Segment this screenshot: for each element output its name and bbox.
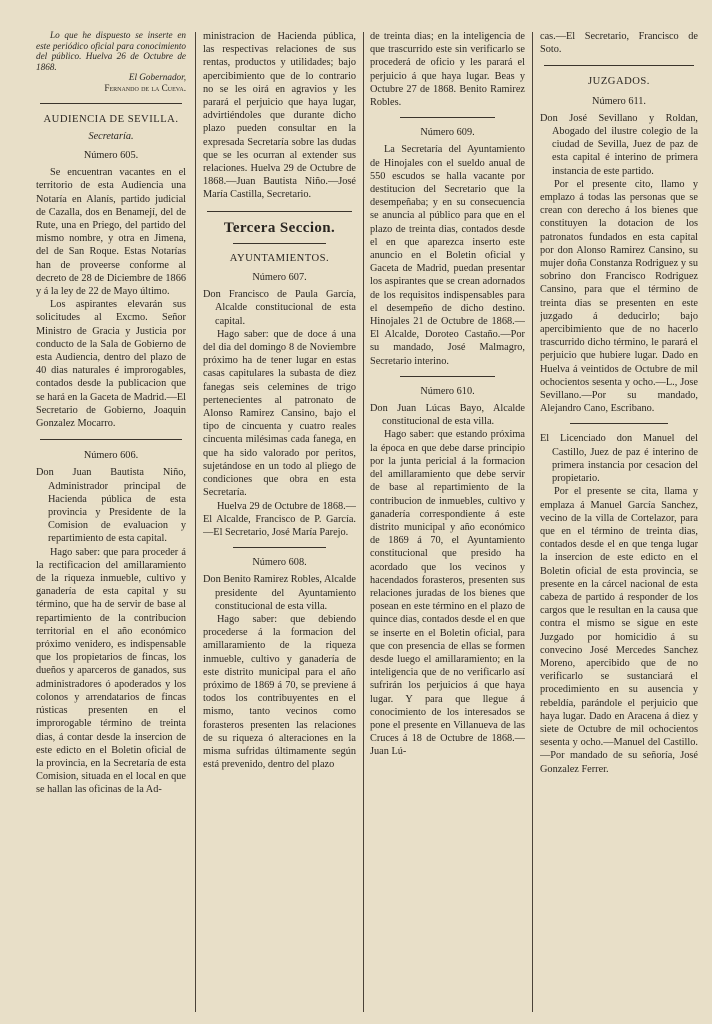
notice-610-continued: cas.—El Secretario, Francisco de Soto. <box>540 31 698 56</box>
governor-name: Fernando de la Cueva. <box>104 82 186 93</box>
notice-608-heading: Don Benito Ramirez Robles, Alcalde presidente del Ayuntamiento constitucional de esta villa. <box>203 574 356 612</box>
section-heading-tercera: Tercera Seccion. <box>223 219 336 236</box>
governor-title: El Gobernador, <box>128 72 186 83</box>
short-rule <box>400 376 495 377</box>
notice-612-body: Por el presente se cita, llama y emplaza á Manuel García Sanchez, vecino de la villa de Cortelazor, para que en el término de treinta dias, contados desde el en que tenga lugar la insercion de este edicto en el Boletin oficial de esta provincia, se presente en la cárcel nacional de esta cabeza de partido á responder de los cargos que le resultan en la causa que contra el mismo se sigue en este Juzgado por homicidio á su convecino José Mercedes Sanchez Moreno, apercibido que de no verificarlo se sustanciará el procedimiento en su ausencia y rebeldía, parándole el perjuicio que haya lugar. Dado en Aracena á diez y siete de Octubre de mil ochocientos sesenta y ocho.—Manuel del Castillo.—Por mandado de su señoría, José Gonzalez Ferrer. <box>540 486 698 775</box>
notice-609-body: La Secretaría del Ayuntamiento de Hinojales con el sueldo anual de 550 escudos se halla vacante por destitucion del Secretario que la desempeñaba; y en su consecuencia se anuncia al público para que en el plazo de treinta dias, contados desde el en que aparezca inserto este anuncio en el Boletin oficial y Gaceta de Madrid, puedan presentar los aspirantes que se crean adornados de los requisitos indispensables para el desempeño de dicho destino. Hinojales 21 de Octubre de 1868.—El Alcalde, Doroteo Castaño.—Por su mandado, José Malmagro, Secretario interino. <box>370 144 525 367</box>
column-1 <box>36 30 186 1020</box>
section-rule <box>40 103 182 104</box>
notice-610-heading: Don Juan Lúcas Bayo, Alcalde constitucional de esta villa. <box>370 403 525 428</box>
notice-611-body: Por el presente cito, llamo y emplazo á todas las personas que se crean con derecho á los bienes que constituyen la dotacion de los patronatos fundados en esta capital por don Alonso Ramirez Cansino, su mujer doña Constanza Rodriguez y su sobrino don Francisco Rodriguez Cansino, para que el término de treinta dias se presenten en este juzgado á deducirlo; bajo apercibimiento que de no hacerlo trascurrido dicho término, le parará el perjuicio que hubiere lugar. Dado en Huelva á veintidos de Octubre de mil ochocientos sesenta y ocho.—L., Jose Sevillano.—Por su mandado, Alejandro Cano, Escribano. <box>540 178 698 415</box>
notice-610-body: Hago saber: que estando próxima la época en que debe darse principio por la junta pericial á la formacion del amillaramiento que debe servir de base al repartimiento de la contribucion de inmuebles, cultivo y ganadería correspondiente á este distrito municipal y año económico de 1869 á 70, el Ayuntamiento constitucional que presido ha acordado que los vecinos y hacendados forasteros, presenten sus relaciones juradas de los bienes que posean en este término en el plazo de quince dias, contados desde el en que se inserte en el Boletin oficial, para que con presencia de ellas se formen desde luego el amillaramiento; en la inteligencia que de no verificarlo así sufrirán los perjuicios á que haya lugar. Y para que llegue á conocimiento de los interesados se pone el presente en Villanueva de las Cruces á 18 de Octubre de 1868.—Juan Lú- <box>370 429 525 758</box>
notice-606-heading: Don Juan Bautista Niño, Administrador principal de Hacienda pública de esta provincia y Presidente de la Comision de evaluacion y repartimiento de esta capital. <box>36 467 186 545</box>
short-rule <box>233 243 326 244</box>
section-heading-audiencia: AUDIENCIA DE SEVILLA. <box>43 113 179 125</box>
notice-608-body: Hago saber: que debiendo procederse á la formacion del amillaramiento de la riqueza inmueble, cultivo y ganadería de este distrito municipal para el año próximo de 1869 á 70, se previene á todos los contribuyentes en el mismo, tanto vecinos como forasteros presenten las relaciones de su riqueza ó alteraciones en la misma sufridas últimamente según está prevenido, dentro del plazo <box>203 613 356 771</box>
column-divider <box>195 32 196 1012</box>
notice-612-heading: El Licenciado don Manuel del Castillo, Juez de paz é interino de primera instancia por cesacion del propietario. <box>540 433 698 485</box>
column-divider <box>363 32 364 1012</box>
notice-number: Número 607. <box>252 272 307 284</box>
notice-number: Número 609. <box>420 127 475 139</box>
notice-number: Número 606. <box>83 450 139 462</box>
section-rule <box>544 65 694 66</box>
governor-notice: Lo que he dispuesto se inserte en este periódico oficial para conocimiento del público. Huelva 26 de Octubre de 1868. <box>36 30 186 72</box>
notice-605-body: Se encuentran vacantes en el territorio de esta Audiencia una Notaría en Alanís, partido judicial de Cazalla, dos en Benamejí, del de Rute, una en Priego, del partido del mismo nombre, y otra en Jimena, del de San Roque. Estas Notarías han de proveerse conforme al decreto de 28 de Diciembre de 1866 y á la ley de 22 de Mayo último. <box>36 167 186 297</box>
notice-607-signature: Huelva 29 de Octubre de 1868.—El Alcalde, Francisco de P. García.—El Secretario, José María Parejo. <box>203 500 356 538</box>
section-heading-ayuntamientos: AYUNTAMIENTOS. <box>229 252 330 264</box>
subsection-heading: Secretaría. <box>88 130 134 142</box>
notice-606-continued: ministracion de Hacienda pública, las respectivas relaciones de sus rentas, productos y utilidades; bajo apercibimiento que de lo contrario no se les oirá en agravios y les parará el perjuicio que haya lugar, advirtiéndoles que durante dicho plazo pueden consultar en la expresada Secretaría sobre las dudas que se les ocurran al extender sus relaciones. Huelva 29 de Octubre de 1868.—Juan Bautista Niño.—José María Castilla, Secretario. <box>203 31 356 201</box>
short-rule <box>570 423 668 424</box>
notice-607-body: Hago saber: que de doce á una del dia del domingo 8 de Noviembre próximo ha de tener lugar en estas casas capitulares la subasta de diez fanegas seis celemines de trigo pertenecientes al patronato de Alonso Ramirez Cansino, bajo el tipo de cincuenta y cuatro reales cincuenta milésimas cada fanega, en que ha sido valorado por peritos, sujetándose en un todo al pliego de condiciones que obra en esta Secretaría. <box>203 328 356 499</box>
notice-606-body: Hago saber: que para proceder á la rectificacion del amillaramiento de la riqueza inmueble, cultivo y ganadería de esta capital y su término, que ha de servir de base al repartimiento de la contribucion territorial en el año económico próximo venidero, es indispensable que los propietarios de fincas, los dueños y aparceros de ganados, sus administradores ó apoderados y los colonos y arrendatarios de fincas rústicas presenten en el improrogable término de treinta dias, á contar desde la insercion de este edicto en el Boletin oficial de la provincia, en la Secretaría de esta Comision, situada en el local en que se hallan las oficinas de la Ad- <box>36 546 186 796</box>
notice-607-heading: Don Francisco de Paula García, Alcalde constitucional de esta capital. <box>203 289 356 327</box>
notice-608-continued: de treinta dias; en la inteligencia de que trascurrido este sin verificarlo se procederá de oficio y les parará el perjuicio á que haya lugar. Beas y Octubre 27 de 1868. Benito Ramirez Robles. <box>370 31 525 109</box>
column-divider <box>532 32 533 1012</box>
notice-number: Número 608. <box>252 557 307 569</box>
notice-611-heading: Don José Sevillano y Roldan, Abogado del ilustre colegio de la ciudad de Sevilla, Juez de paz de esta capital é interino de primera instancia de este partido. <box>540 112 698 177</box>
notice-rule <box>40 439 182 440</box>
notice-number: Número 605. <box>83 149 139 161</box>
column-4 <box>540 30 698 1020</box>
column-3 <box>370 30 525 1020</box>
notice-number: Número 611. <box>592 95 646 107</box>
short-rule <box>233 547 326 548</box>
column-2 <box>203 30 356 1020</box>
notice-605-body-2: Los aspirantes elevarán sus solicitudes al Excmo. Señor Ministro de Gracia y Justicia por conducto de la Sala de Gobierno de esta Audiencia, dentro del plazo de 40 dias naturales é improrogables, contados desde la publicacion que se hará en la Gaceta de Madrid.—El Secretario de Gobierno, Joaquin Gonzalez Mocarro. <box>36 299 186 430</box>
short-rule <box>400 117 495 118</box>
notice-number: Número 610. <box>420 385 475 397</box>
section-rule <box>207 211 352 212</box>
section-heading-juzgados: JUZGADOS. <box>588 76 650 88</box>
